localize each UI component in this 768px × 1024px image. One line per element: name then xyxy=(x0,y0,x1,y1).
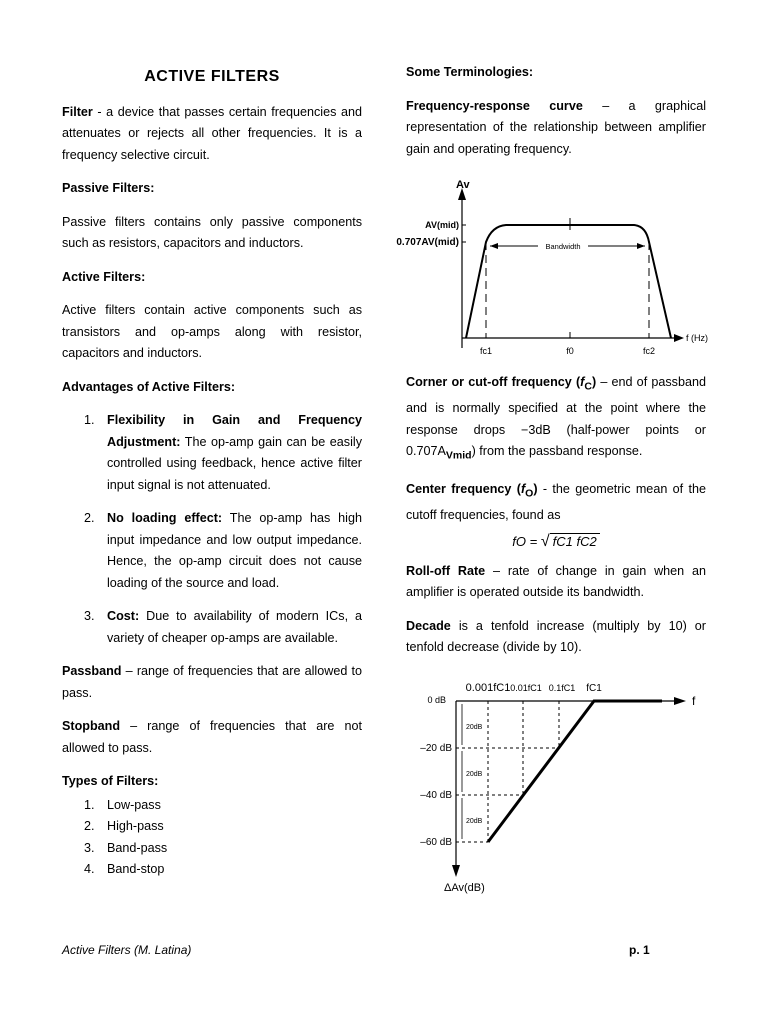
list-number: 2. xyxy=(84,819,95,833)
page-number: p. 1 xyxy=(629,943,650,957)
bandwidth-arrow-right xyxy=(637,243,645,249)
frequency-response-term: Frequency-response curve xyxy=(406,98,583,113)
passband-term: Passband xyxy=(62,664,122,678)
corner-subscript: C xyxy=(584,380,592,393)
center-term-text: Center frequency ( xyxy=(406,482,521,497)
terminologies-heading: Some Terminologies: xyxy=(406,65,534,79)
list-item xyxy=(62,859,362,881)
types-list xyxy=(62,795,362,881)
type-label: High-pass xyxy=(107,819,164,833)
bandwidth-label: Bandwidth xyxy=(545,242,581,251)
type-label: Band-pass xyxy=(107,840,168,855)
list-number: 3. xyxy=(84,609,95,623)
delta-av-label: ΔAv(dB) xyxy=(444,881,485,894)
corner-term-close: ) xyxy=(591,375,597,389)
list-item xyxy=(62,816,362,838)
filter-definition xyxy=(62,102,362,167)
stopband-text: – range of frequencies that are not allowed to pass. xyxy=(62,719,362,755)
center-term xyxy=(406,482,538,500)
av-axis-label: Av xyxy=(456,179,470,191)
rolloff-term: Roll-off Rate xyxy=(406,563,486,578)
center-symbol: f xyxy=(520,482,526,497)
f-hz-label: f (Hz) xyxy=(686,333,708,343)
passive-heading: Passive Filters: xyxy=(62,181,155,195)
corner-text: – end of passband and is normally specified at the point where the response drops −3dB (half-power points or 0.707A xyxy=(406,375,706,459)
db-label: –40 dB xyxy=(420,789,452,801)
center-frequency-formula xyxy=(406,533,706,551)
advantage-text: The op-amp gain can be easily controlled using feedback, hence active filter input signal is not attenuated. xyxy=(107,434,362,492)
list-item xyxy=(62,508,362,594)
decade-definition xyxy=(406,616,706,659)
f0-label: f0 xyxy=(566,346,574,356)
formula-rhs: fC1 fC2 xyxy=(550,533,600,549)
frequency-response-definition xyxy=(406,96,706,161)
top-label: 0.01fC1 xyxy=(510,682,542,693)
list-number: 3. xyxy=(84,840,95,855)
advantages-list xyxy=(62,410,362,649)
f-axis-label: f xyxy=(692,693,696,708)
active-heading: Active Filters: xyxy=(62,269,146,284)
db-label: –20 dB xyxy=(420,742,452,754)
list-number: 2. xyxy=(84,511,95,525)
stopband-definition xyxy=(62,716,362,759)
center-subscript: O xyxy=(525,487,534,500)
advantage-term: No loading effect: xyxy=(107,511,223,525)
decade-text: is a tenfold increase (multiply by 10) or tenfold decrease (divide by 10). xyxy=(406,618,706,655)
list-item xyxy=(62,606,362,649)
x-axis-arrow xyxy=(674,334,684,342)
list-item xyxy=(62,795,362,817)
left-column xyxy=(62,62,362,893)
active-text: Active filters contain active components such as transistors and op-amps along with resistor, capacitors and inductors. xyxy=(62,303,362,360)
decade-term: Decade xyxy=(406,618,451,633)
passband-text: – range of frequencies that are allowed to pass. xyxy=(62,664,362,700)
db-label: 0 dB xyxy=(427,694,446,705)
stopband-term: Stopband xyxy=(62,719,121,733)
rolloff-text: – rate of change in gain when an amplifier is operated outside its bandwidth. xyxy=(406,563,707,600)
y-axis-arrow xyxy=(452,865,460,877)
x-axis-arrow xyxy=(674,697,686,705)
av-707-label: 0.707AV(mid) xyxy=(396,237,459,248)
db-label: –60 dB xyxy=(420,836,452,848)
top-label: 0.1fC1 xyxy=(548,682,576,693)
fc2-label: fc2 xyxy=(642,346,656,356)
center-frequency-definition xyxy=(406,479,706,527)
bandwidth-arrow-left xyxy=(490,243,498,249)
formula-lhs: fO = xyxy=(512,533,541,549)
passive-text: Passive filters contains only passive components such as resistors, capacitors and inductors. xyxy=(62,214,362,250)
filter-term: Filter xyxy=(62,104,93,119)
footer-author: Active Filters (M. Latina) xyxy=(62,943,192,957)
rolloff-diagram xyxy=(406,671,706,896)
list-number: 1. xyxy=(84,413,95,427)
step-label: 20dB xyxy=(466,723,483,731)
frequency-response-text: – a graphical representation of the relationship between amplifier gain and operating frequency. xyxy=(406,98,706,156)
corner-term-text: Corner or cut-off frequency ( xyxy=(406,375,581,389)
step-label: 20dB xyxy=(466,817,483,825)
top-label: fC1 xyxy=(586,682,602,694)
center-text: - the geometric mean of the cutoff frequencies, found as xyxy=(406,482,706,523)
advantage-term: Cost: xyxy=(107,609,140,623)
type-label: Low-pass xyxy=(107,797,161,812)
corner-frequency-definition xyxy=(406,372,706,467)
step-label: 20dB xyxy=(466,770,483,778)
corner-text-end: ) from the passband response. xyxy=(471,444,643,459)
advantage-text: Due to availability of modern ICs, a variety of cheaper op-amps are available. xyxy=(107,609,362,645)
advantage-term: Flexibility in Gain and Frequency Adjustment: xyxy=(107,413,362,449)
list-item xyxy=(62,410,362,496)
rolloff-line xyxy=(488,701,662,842)
right-column xyxy=(396,62,708,896)
advantage-text: The op-amp has high input impedance and low output impedance. Hence, the op-amp circuit does not cause loading of the source and load. xyxy=(107,511,362,590)
rolloff-definition xyxy=(406,561,706,604)
corner-symbol: f xyxy=(580,375,585,389)
corner-term xyxy=(406,375,597,393)
av-mid-label: AV(mid) xyxy=(425,220,459,230)
vmid-subscript: Vmid xyxy=(445,449,472,462)
filter-text: - a device that passes certain frequencies and attenuates or rejects all other frequencies. It is a frequency selective circuit. xyxy=(62,104,362,162)
sqrt-symbol: √ xyxy=(540,532,550,550)
top-label: 0.001fC1 xyxy=(465,681,511,694)
type-label: Band-stop xyxy=(107,862,165,876)
list-number: 4. xyxy=(84,862,95,876)
page-title: ACTIVE FILTERS xyxy=(144,68,280,85)
fc1-label: fc1 xyxy=(479,346,493,356)
center-term-close: ) xyxy=(533,482,538,497)
list-item xyxy=(62,838,362,860)
types-heading: Types of Filters: xyxy=(62,774,159,788)
frequency-response-diagram xyxy=(396,172,716,362)
list-number: 1. xyxy=(84,797,95,812)
advantages-heading: Advantages of Active Filters: xyxy=(62,379,236,394)
passband-definition xyxy=(62,661,362,704)
